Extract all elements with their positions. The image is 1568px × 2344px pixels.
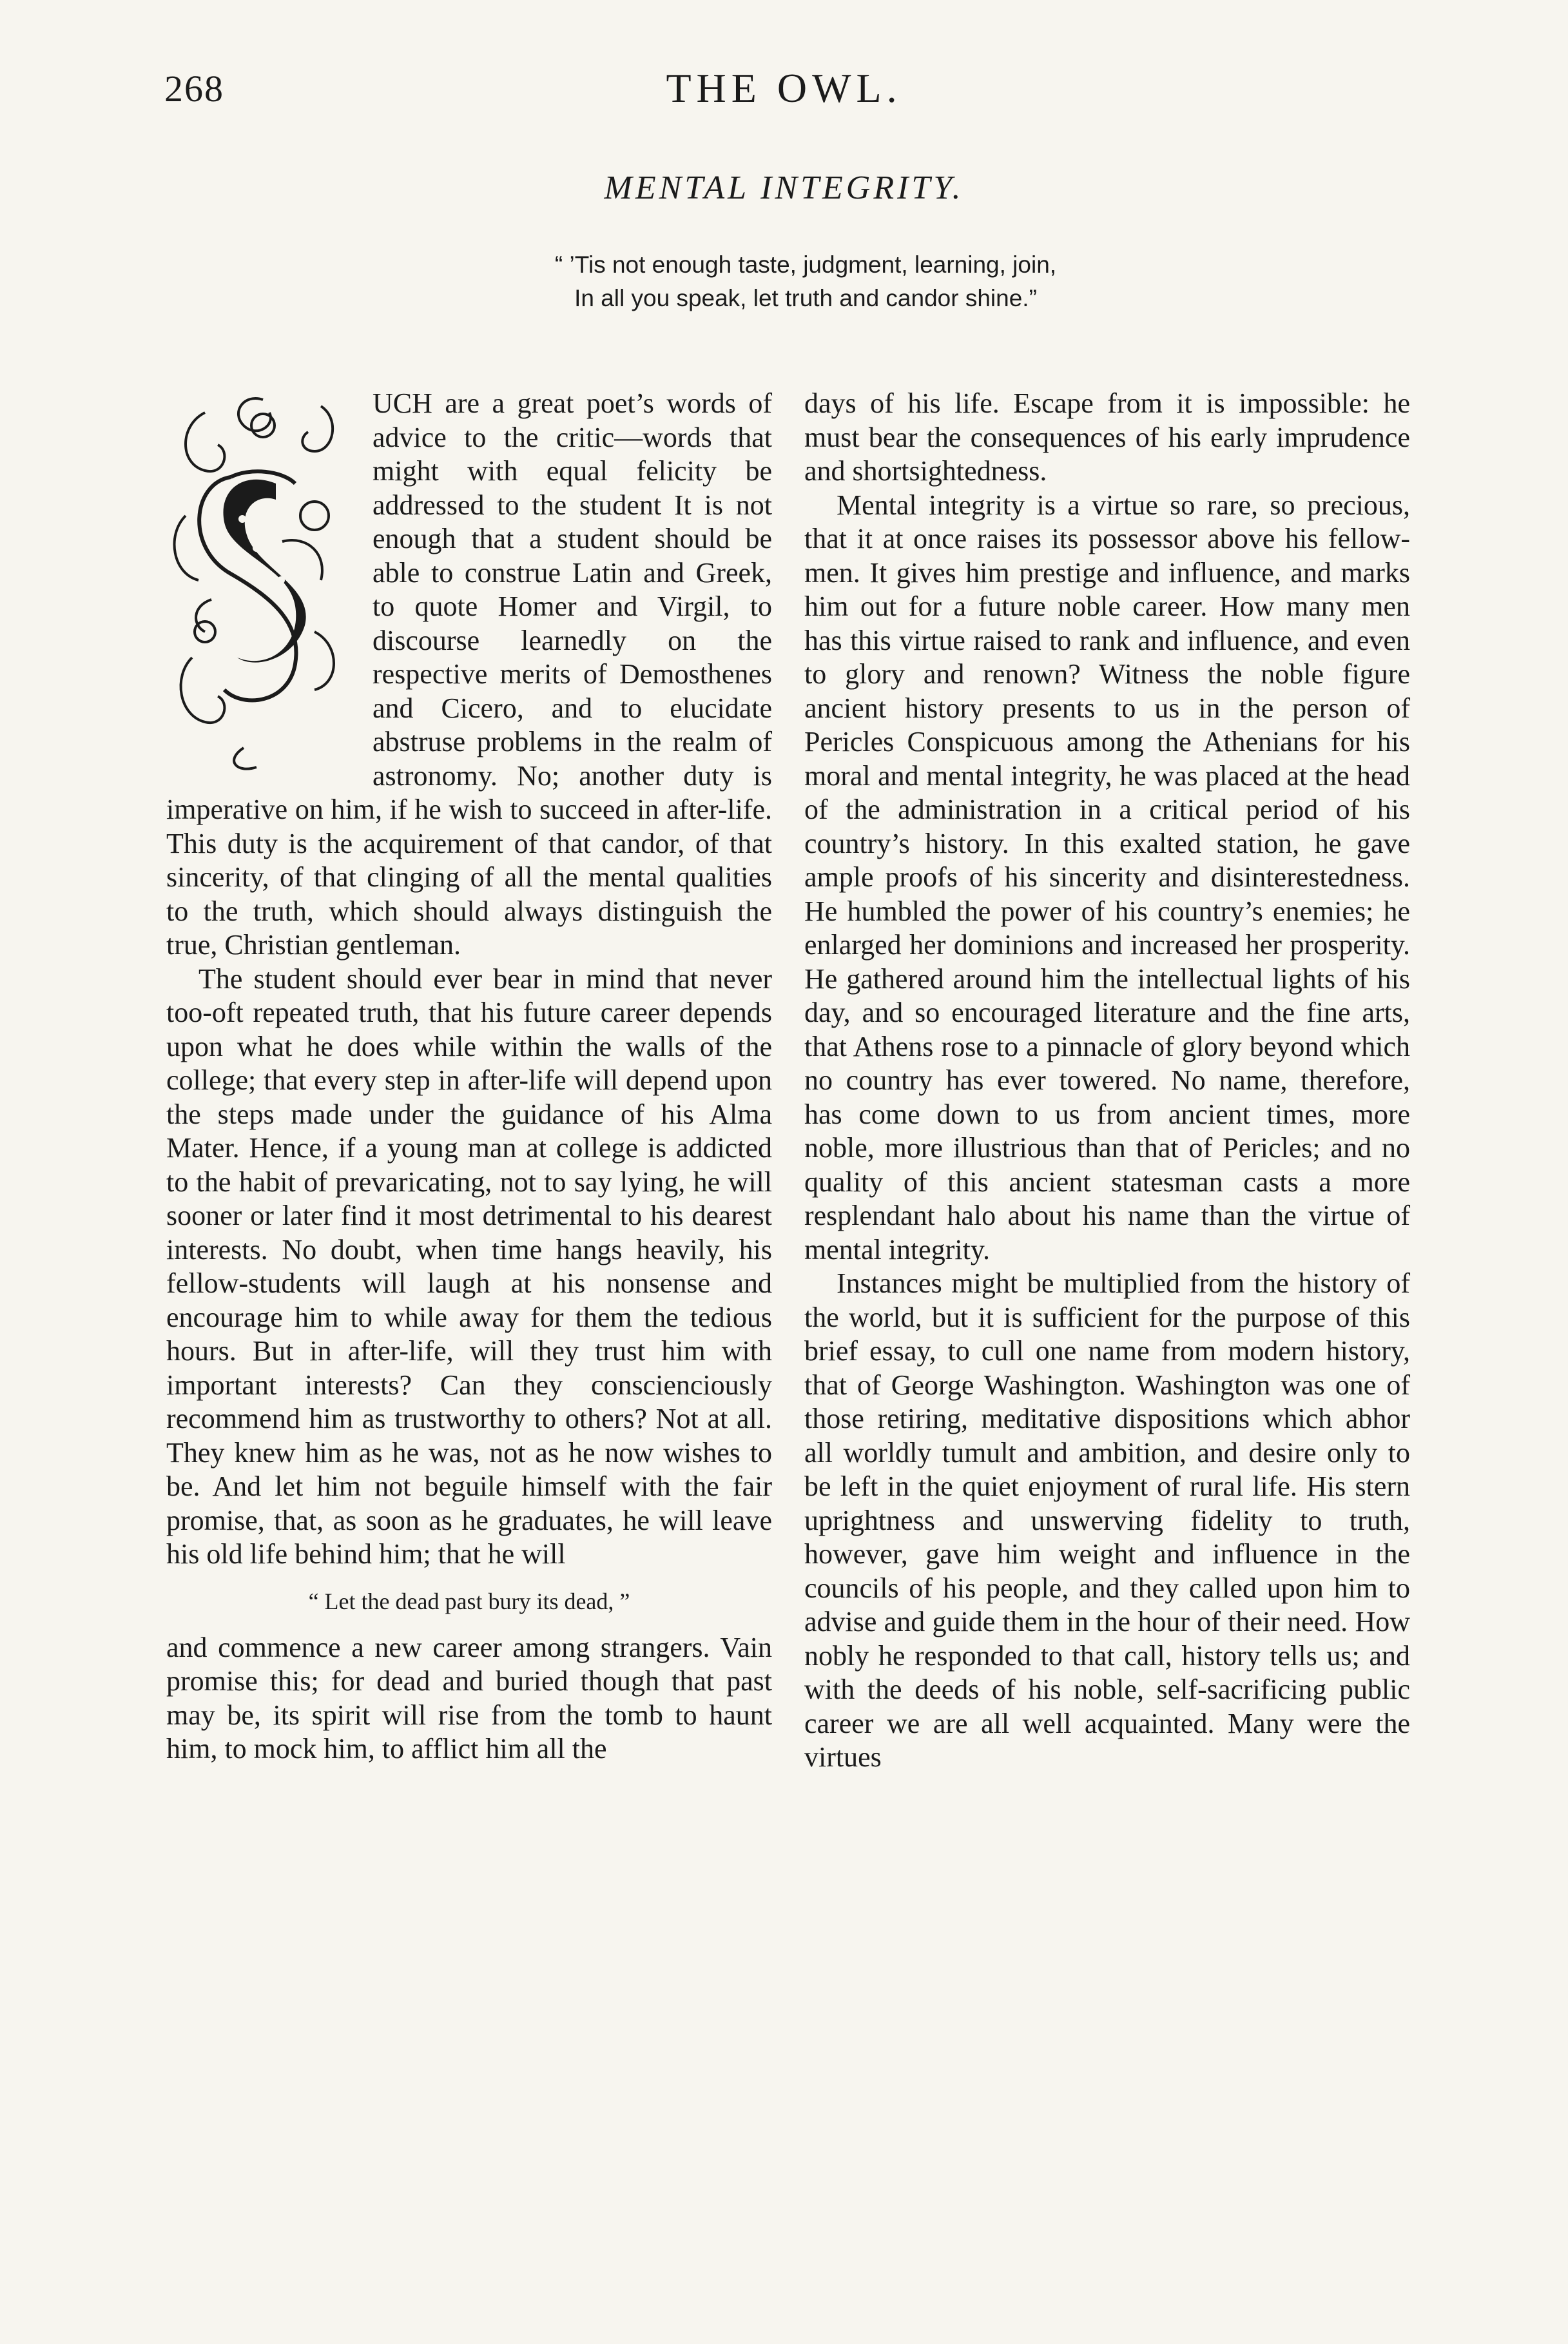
article-title: MENTAL INTEGRITY. <box>604 170 964 206</box>
right-column <box>804 387 1410 1775</box>
paragraph: The student should ever bear in mind that never too-oft repeated truth, that his future career depends upon what he does while within the walls of the college; that every step in after-life will depend upon the steps made under the guidance of his Alma Mater. Hence, if a young man at college is addicted to the habit of prevaricating, not to say lying, he will sooner or later find it most detrimental to his dearest interests. No doubt, when time hangs heavily, his fellow-students will laugh at his nonsense and encourage him to while away for them the tedious hours. But in after-life, will they trust him with important interests? Can they conscienciously recommend him as trustworthy to others? Not at all. They knew him as he was, not as he now wishes to be. And let him not beguile himself with the fair promise, that, as soon as he graduates, he will leave his old life behind him; that he will <box>166 962 772 1570</box>
paragraph: days of his life. Escape from it is impossible: he must bear the consequences of his early imprudence and shortsightedness. <box>804 387 1410 487</box>
ornamental-dropcap <box>166 387 358 774</box>
paragraph: UCH are a great poet’s words of advice to the critic—words that might with equal felicity be addressed to the student It is not enough that a student should be able to construe Latin and Greek, to quote Homer and Virgil, to discourse learnedly on the respective merits of Demosthenes and Cicero, and to elucidate abstruse problems in the realm of astronomy. No; another duty is imperative on him, if he wish to succeed in after-life. This duty is the acquirement of that candor, of that sincerity, of that clinging of all the mental qualities to the truth, which should always distinguish the true, Christian gentleman. <box>166 387 772 961</box>
journal-title: THE OWL. <box>666 65 902 111</box>
paragraph: Instances might be multiplied from the history of the world, but it is sufficient for the purpose of this brief essay, to cull one name from modern history, that of George Washington. Washington was one of those retiring, meditative dispositions which abhor all worldly tumult and ambition, and desire only to be left in the quiet enjoyment of rural life. His stern uprightness and unswerving fidelity to truth, however, gave him weight and influence in the councils of his people, and they called upon him to advise and guide them in the hour of their need. How nobly he responded to that call, history tells us; and with the deeds of his noble, self-sacrificing public career we are all well acquainted. Many were the virtues <box>804 1267 1410 1773</box>
epigraph <box>451 248 1160 315</box>
epigraph-line-1: “ ’Tis not enough taste, judgment, learning, join, <box>554 251 1057 278</box>
inline-quotation: “ Let the dead past bury its dead, ” <box>308 1588 630 1614</box>
dropcap-ornament-icon <box>166 387 358 774</box>
paragraph: Mental integrity is a virtue so rare, so precious, that it at once raises its possessor above his fellow-men. It gives him prestige and influence, and marks him out for a future noble career. How many men has this virtue raised to rank and influence, and even to glory and renown? Witness the noble figure ancient history presents to us in the person of Pericles Conspicuous among the Athenians for his moral and mental integrity, he was placed at the head of the administration in a critical period of his country’s history. In this exalted station, he gave ample proofs of his sincerity and disinterestedness. He humbled the power of his country’s enemies; he enlarged her dominions and increased her prosperity. He gathered around him the intellectual lights of his day, and so encouraged literature and the fine arts, that Athens rose to a pinnacle of glory beyond which no country has ever towered. No name, therefore, has come down to us from ancient times, more noble, more illustrious than that of Pericles; and no quality of this ancient statesman casts a more resplendant halo about his name than the virtue of mental integrity. <box>804 489 1410 1265</box>
left-column <box>166 387 772 1766</box>
epigraph-line-2: In all you speak, let truth and candor shine.” <box>574 285 1037 311</box>
page-number: 268 <box>164 68 224 110</box>
page-header <box>0 64 1568 142</box>
paragraph: and commence a new career among strangers. Vain promise this; for dead and buried though that past may be, its spirit will rise from the tomb to haunt him, to mock him, to afflict him all the <box>166 1631 772 1764</box>
